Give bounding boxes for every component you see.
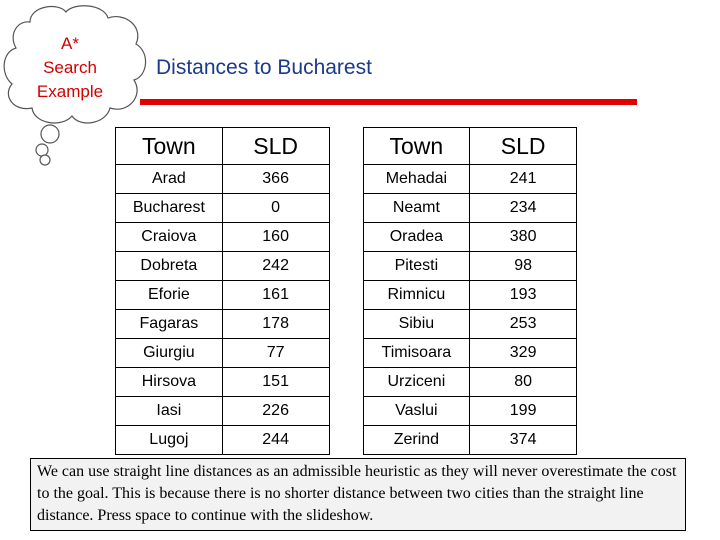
cell-sld-right: 98	[470, 252, 577, 281]
cell-sld-right: 380	[470, 223, 577, 252]
table-gap	[329, 194, 363, 223]
header-sld-left: SLD	[222, 128, 329, 165]
table-gap	[329, 368, 363, 397]
cell-sld-left: 242	[222, 252, 329, 281]
cell-town-right: Rimnicu	[363, 281, 470, 310]
cell-sld-left: 244	[222, 426, 329, 455]
cell-town-right: Timisoara	[363, 339, 470, 368]
header-town-right: Town	[363, 128, 470, 165]
cell-town-left: Iasi	[116, 397, 223, 426]
cell-town-right: Urziceni	[363, 368, 470, 397]
table-row	[116, 426, 577, 455]
cell-sld-left: 151	[222, 368, 329, 397]
cell-sld-right: 199	[470, 397, 577, 426]
cell-town-left: Bucharest	[116, 194, 223, 223]
cell-town-right: Zerind	[363, 426, 470, 455]
cell-sld-left: 0	[222, 194, 329, 223]
cell-sld-left: 226	[222, 397, 329, 426]
cloud-line-1: A*	[61, 34, 79, 53]
cell-sld-right: 329	[470, 339, 577, 368]
cell-sld-right: 193	[470, 281, 577, 310]
cell-sld-left: 77	[222, 339, 329, 368]
table-row	[116, 252, 577, 281]
table-row	[116, 194, 577, 223]
cell-sld-right: 374	[470, 426, 577, 455]
cell-sld-right: 234	[470, 194, 577, 223]
cell-sld-right: 80	[470, 368, 577, 397]
table-row	[116, 165, 577, 194]
distance-table	[115, 127, 577, 455]
cell-town-left: Lugoj	[116, 426, 223, 455]
cell-town-right: Neamt	[363, 194, 470, 223]
cloud-text	[18, 32, 122, 104]
cell-town-left: Fagaras	[116, 310, 223, 339]
cloud-line-3: Example	[36, 82, 104, 101]
table-row	[116, 397, 577, 426]
table-gap	[329, 397, 363, 426]
table-gap	[329, 310, 363, 339]
table-gap	[329, 252, 363, 281]
header-town-left: Town	[116, 128, 223, 165]
table-gap	[329, 223, 363, 252]
table-gap	[329, 426, 363, 455]
cell-town-right: Sibiu	[363, 310, 470, 339]
table-body	[116, 165, 577, 455]
title-underline	[140, 99, 637, 105]
cell-sld-left: 366	[222, 165, 329, 194]
table-row	[116, 339, 577, 368]
explanation-note: We can use straight line distances as an admissible heuristic as they will never overestimate the cost to the goal. This is because there is no shorter distance between two cities than the straight line distance. Press space to continue with the slideshow.	[30, 458, 686, 531]
cell-town-right: Mehadai	[363, 165, 470, 194]
table-row	[116, 281, 577, 310]
cell-town-left: Arad	[116, 165, 223, 194]
cell-town-left: Eforie	[116, 281, 223, 310]
table-row	[116, 223, 577, 252]
slide-title: Distances to Bucharest	[156, 56, 372, 79]
table-row	[116, 368, 577, 397]
table-row	[116, 310, 577, 339]
cell-town-right: Pitesti	[363, 252, 470, 281]
cell-sld-left: 160	[222, 223, 329, 252]
cell-town-left: Dobreta	[116, 252, 223, 281]
cell-town-left: Craiova	[116, 223, 223, 252]
distance-table-container	[115, 127, 577, 455]
cell-town-right: Vaslui	[363, 397, 470, 426]
cell-sld-left: 161	[222, 281, 329, 310]
table-gap	[329, 165, 363, 194]
cell-town-right: Oradea	[363, 223, 470, 252]
header-sld-right: SLD	[470, 128, 577, 165]
table-gap	[329, 339, 363, 368]
table-header-row	[116, 128, 577, 165]
cell-sld-right: 241	[470, 165, 577, 194]
cell-sld-left: 178	[222, 310, 329, 339]
cell-town-left: Hirsova	[116, 368, 223, 397]
cell-sld-right: 253	[470, 310, 577, 339]
table-gap	[329, 128, 363, 165]
cloud-line-2: Search	[43, 58, 97, 77]
table-gap	[329, 281, 363, 310]
cell-town-left: Giurgiu	[116, 339, 223, 368]
